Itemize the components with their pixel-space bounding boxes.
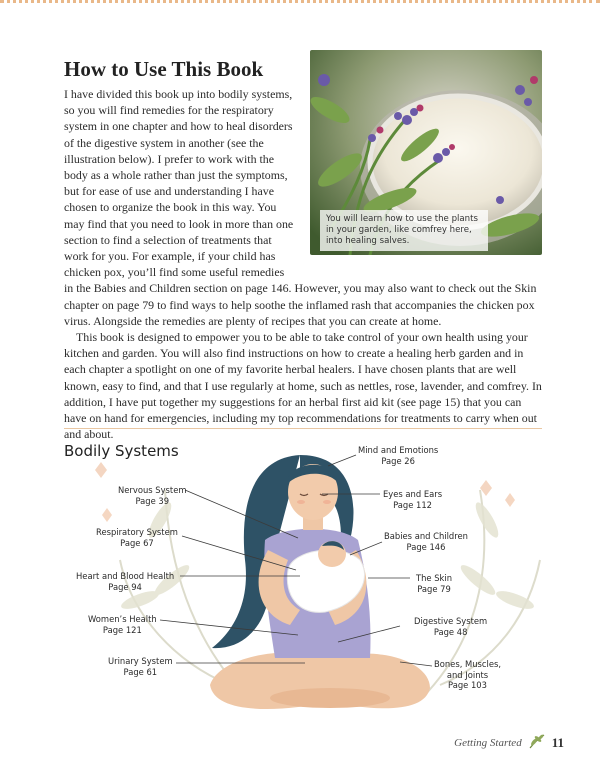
body-text [64, 86, 542, 442]
label-respiratory-system [96, 527, 178, 548]
label-skin-name: The Skin [416, 573, 453, 583]
page-title: How to Use This Book [64, 57, 264, 81]
label-womens-name: Women’s Health [88, 614, 157, 624]
label-nervous-name: Nervous System [118, 485, 187, 495]
label-mind-emotions [358, 445, 438, 466]
label-heart-page: Page 94 [108, 581, 142, 592]
label-urinary-system [108, 656, 173, 677]
footer-section: Getting Started [454, 736, 522, 749]
page-footer [454, 733, 564, 752]
label-bones-muscles-joints [434, 659, 501, 691]
label-respiratory-page: Page 67 [120, 537, 154, 548]
label-nervous-page: Page 39 [135, 495, 170, 506]
label-nervous-system [118, 485, 187, 506]
label-babies-children [384, 531, 468, 552]
label-babies-name: Babies and Children [384, 531, 468, 541]
label-respiratory-name: Respiratory System [96, 527, 178, 537]
leaf-icon [528, 733, 546, 752]
label-bones-name-1: Bones, Muscles, [434, 659, 502, 669]
label-skin-page: Page 79 [417, 583, 451, 594]
photo-caption: You will learn how to use the plants in your garden, like comfrey here, into healing salves. [320, 210, 488, 251]
label-mind-page: Page 26 [381, 455, 415, 466]
label-heart-name: Heart and Blood Health [76, 571, 175, 581]
page-number: 11 [551, 734, 564, 750]
diagram-title: Bodily Systems [64, 442, 179, 460]
label-bones-page: Page 103 [448, 680, 487, 690]
label-eyes-name: Eyes and Ears [383, 489, 443, 499]
label-mind-name: Mind and Emotions [358, 445, 439, 455]
section-divider [64, 428, 542, 429]
label-eyes-page: Page 112 [393, 499, 432, 510]
paragraph-2: This book is designed to empower you to be able to take control of your own health using your kitchen and garden. You will also find instructions on how to create a healing herb garden and in each chapter a spotlight on one of my favorite herbal healers. I have chosen plants that are well known, easy to find, and that I use regularly at home, such as nettles, rose, lavender, and comfrey. In addition, I have put together my suggestions for an herbal first aid kit (see page 15) that you can have on hand for emergencies, including my top recommendations for treatments to carry when out and about. [64, 330, 542, 442]
paragraph-1: I have divided this book up into bodily systems, so you will find remedies for the respiratory system in one chapter and how to heal disorders of the digestive system in another (see the illustration below). I prefer to work with the body as a whole rather than just the symptoms, but for ease of use and understanding I have chosen to organize the book in this way. You may find that you need to look in more than one section to find a selection of treatments that work for you. For example, if your child has chicken pox, you’ll find some useful remedies in the Babies and Children section on page 146. However, you may also want to check out the Skin chapter on page 79 to find ways to help soothe the inflamed rash that accompanies the chicken pox virus. Alongside the remedies are plenty of recipes that you can create at home. [64, 87, 537, 328]
label-urinary-name: Urinary System [108, 656, 173, 666]
label-womens-health [88, 614, 157, 635]
label-the-skin [416, 573, 452, 594]
label-heart-blood [76, 571, 174, 592]
label-digestive-name: Digestive System [414, 616, 488, 626]
label-babies-page: Page 146 [406, 541, 446, 552]
top-dotted-rule [0, 0, 600, 10]
label-bones-name-2: and Joints [446, 669, 489, 680]
label-womens-page: Page 121 [102, 624, 142, 635]
label-urinary-page: Page 61 [123, 666, 158, 677]
label-digestive-page: Page 48 [433, 626, 468, 637]
label-digestive-system [414, 616, 487, 637]
label-eyes-ears [383, 489, 442, 510]
